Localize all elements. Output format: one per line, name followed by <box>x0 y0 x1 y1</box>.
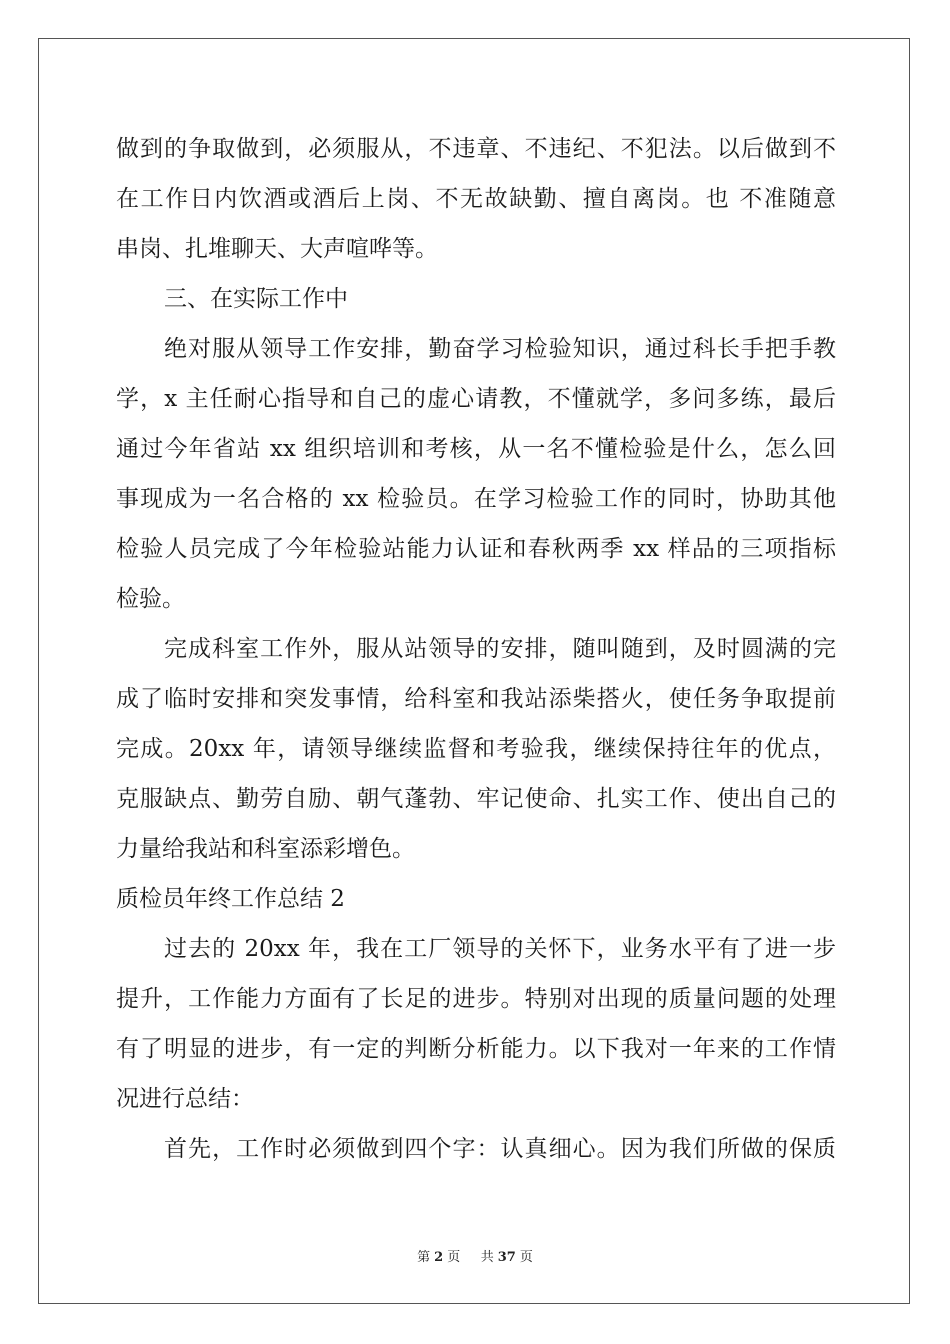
paragraph-line: 力量给我站和科室添彩增色。 <box>116 836 415 862</box>
paragraph-line: 首先，工作时必须做到四个字：认真细心。因为我们所做的保质 <box>164 1136 836 1162</box>
section-title: 质检员年终工作总结 2 <box>116 886 345 912</box>
paragraph-line: 有了明显的进步，有一定的判断分析能力。以下我对一年来的工作情 <box>116 1036 836 1062</box>
paragraph-line: 克服缺点、勤劳自励、朝气蓬勃、牢记使命、扎实工作、使出自己的 <box>116 786 836 812</box>
footer-total-prefix: 共 <box>480 1250 494 1265</box>
total-pages-number: 37 <box>497 1250 516 1265</box>
section-heading: 三、在实际工作中 <box>164 286 348 312</box>
footer-page-unit: 页 <box>447 1250 461 1265</box>
paragraph-line: 提升，工作能力方面有了长足的进步。特别对出现的质量问题的处理 <box>116 986 836 1012</box>
paragraph-line: 在工作日内饮酒或酒后上岗、不无故缺勤、擅自离岗。也 不准随意 <box>116 186 836 212</box>
paragraph-line: 况进行总结： <box>116 1086 254 1112</box>
paragraph-line: 检验人员完成了今年检验站能力认证和春秋两季 xx 样品的三项指标 <box>116 536 836 562</box>
footer-prefix: 第 <box>417 1250 431 1265</box>
document-body <box>116 124 836 1174</box>
paragraph-line: 成了临时安排和突发事情，给科室和我站添柴搭火，使任务争取提前 <box>116 686 836 712</box>
paragraph-line: 串岗、扎堆聊天、大声喧哗等。 <box>116 236 438 262</box>
paragraph-line: 完成。20xx 年，请领导继续监督和考验我，继续保持往年的优点， <box>116 736 836 762</box>
paragraph-line: 做到的争取做到，必须服从，不违章、不违纪、不犯法。以后做到不 <box>116 136 836 162</box>
paragraph-line: 绝对服从领导工作安排，勤奋学习检验知识，通过科长手把手教 <box>164 336 836 362</box>
footer-total-unit: 页 <box>519 1250 533 1265</box>
paragraph-line: 学，x 主任耐心指导和自己的虚心请教，不懂就学，多问多练，最后 <box>116 386 836 412</box>
paragraph-line: 检验。 <box>116 586 185 612</box>
paragraph-line: 过去的 20xx 年，我在工厂领导的关怀下，业务水平有了进一步 <box>164 936 836 962</box>
paragraph-line: 事现成为一名合格的 xx 检验员。在学习检验工作的同时，协助其他 <box>116 486 836 512</box>
page-footer <box>0 1246 950 1265</box>
current-page-number: 2 <box>434 1250 444 1265</box>
paragraph-line: 通过今年省站 xx 组织培训和考核，从一名不懂检验是什么，怎么回 <box>116 436 836 462</box>
paragraph-line: 完成科室工作外，服从站领导的安排，随叫随到，及时圆满的完 <box>164 636 836 662</box>
